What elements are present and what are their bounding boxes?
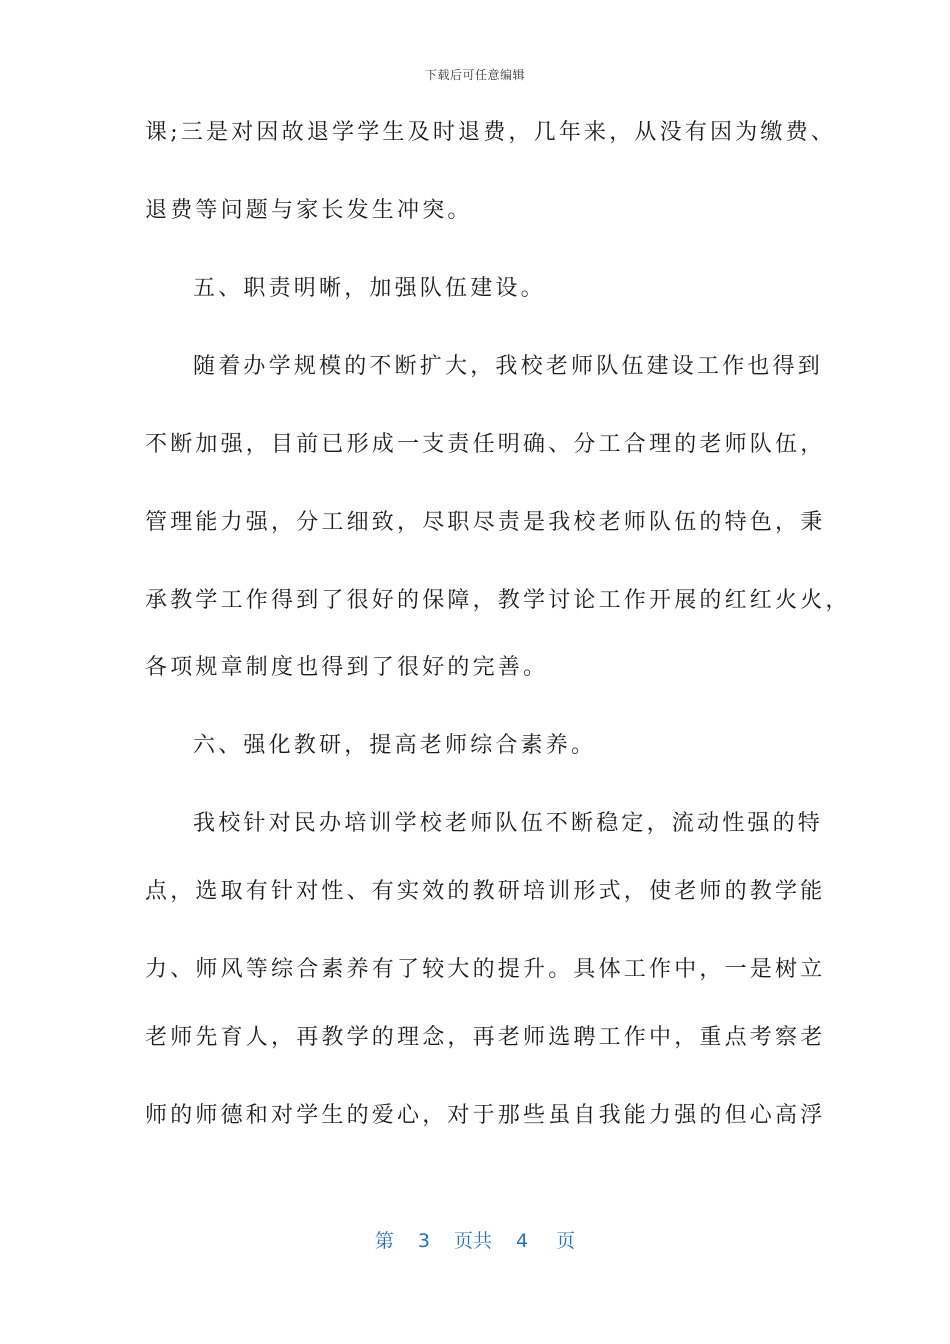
page-header: 下载后可任意编辑 xyxy=(424,68,525,82)
text-line: 力、师风等综合素养有了较大的提升。具体工作中，一是树立 xyxy=(145,957,826,982)
section-heading: 六、强化教研，提高老师综合素养。 xyxy=(193,733,597,758)
text-line: 各项规章制度也得到了很好的完善。 xyxy=(145,655,549,680)
text-line: 师的师德和对学生的爱心，对于那些虽自我能力强的但心高浮 xyxy=(145,1103,826,1128)
page-label-prefix: 第 xyxy=(374,1230,394,1252)
text-line: 随着办学规模的不断扩大，我校老师队伍建设工作也得到 xyxy=(193,354,824,379)
section-heading: 五、职责明晰，加强队伍建设。 xyxy=(193,276,546,301)
text-line: 课;三是对因故退学学生及时退费，几年来，从没有因为缴费、 xyxy=(145,120,837,145)
text-line: 点，选取有针对性、有实效的教研培训形式，使老师的教学能 xyxy=(145,879,826,904)
page-footer xyxy=(0,1226,950,1253)
total-page-number: 4 xyxy=(516,1230,529,1252)
page-label-suffix: 页 xyxy=(556,1230,576,1252)
text-line: 管理能力强，分工细致，尽职尽责是我校老师队伍的特色，秉 xyxy=(145,510,826,535)
page-label-middle: 页共 xyxy=(453,1230,492,1252)
text-line: 退费等问题与家长发生冲突。 xyxy=(145,198,473,223)
text-line: 老师先育人，再教学的理念，再老师选聘工作中，重点考察老 xyxy=(145,1025,826,1050)
text-line: 承教学工作得到了很好的保障，教学讨论工作开展的红红火火， xyxy=(145,588,851,613)
text-line: 不断加强，目前已形成一支责任明确、分工合理的老师队伍， xyxy=(145,432,826,457)
current-page-number: 3 xyxy=(417,1230,430,1252)
text-line: 我校针对民办培训学校老师队伍不断稳定，流动性强的特 xyxy=(193,811,824,836)
